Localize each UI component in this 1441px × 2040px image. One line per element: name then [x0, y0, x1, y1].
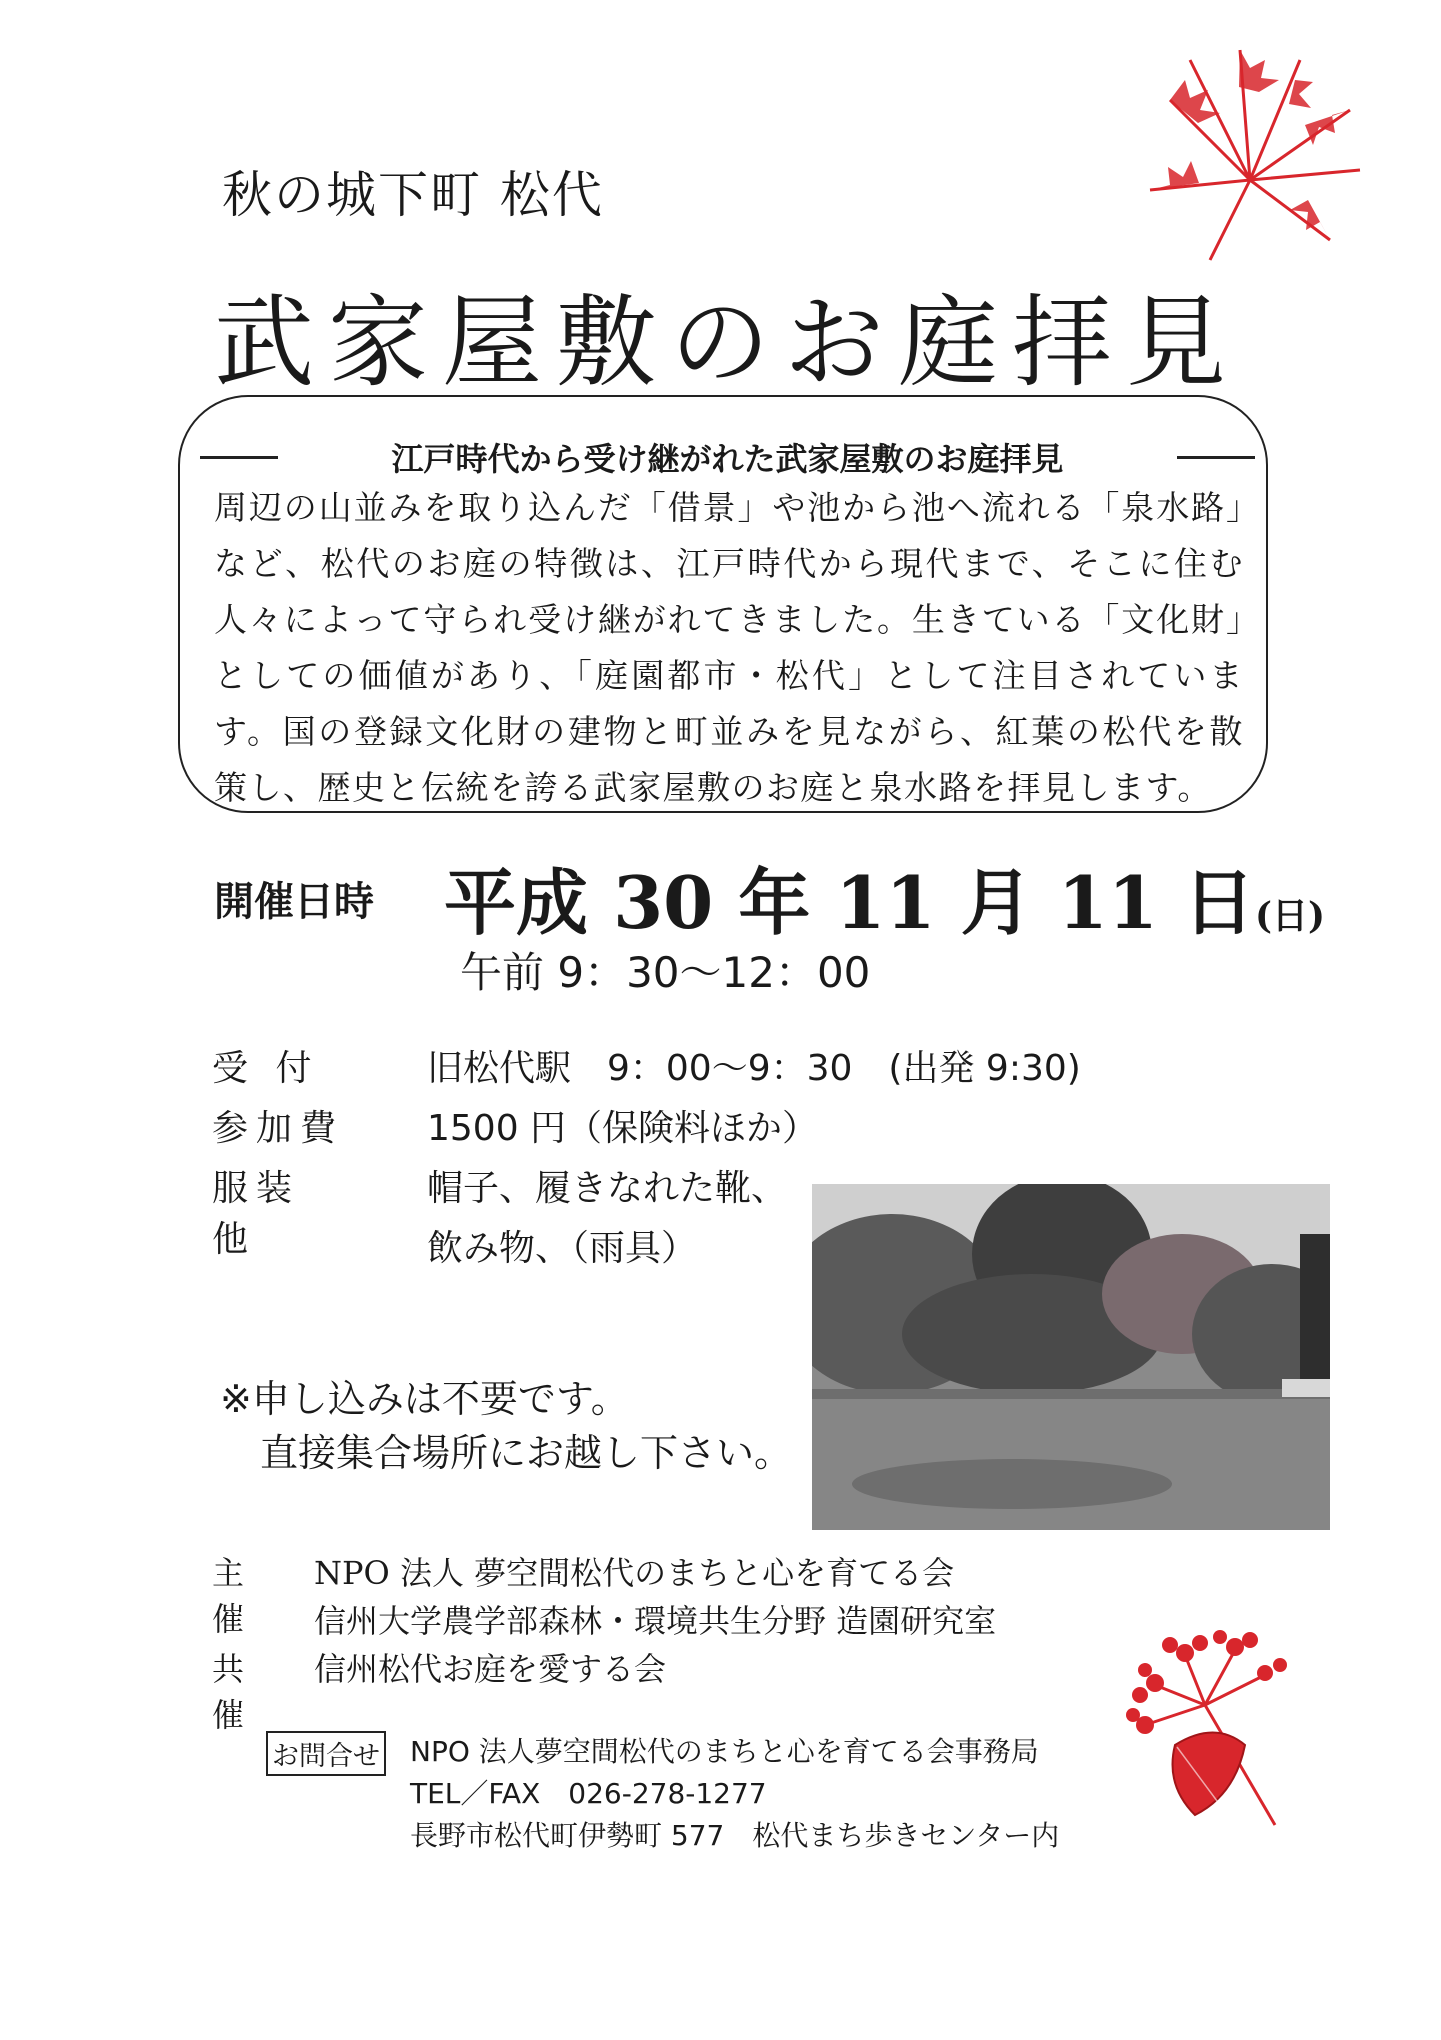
- attire-label: 服装 他: [212, 1168, 301, 1260]
- co-organizer-value: 信州松代お庭を愛する会: [314, 1650, 667, 1688]
- intro-heading: [200, 437, 1255, 477]
- maple-leaves-illustration: [1130, 40, 1380, 270]
- contact-address: 長野市松代町伊勢町 577 松代まち歩きセンター内: [410, 1819, 1060, 1852]
- reception-value: 旧松代駅 9：00〜9：30 (出発 9:30): [427, 1048, 1081, 1089]
- note-line-2: 直接集合場所にお越し下さい。: [260, 1431, 793, 1475]
- organizer-label: 主催: [212, 1554, 245, 1638]
- reception-label: 受 付: [212, 1048, 320, 1089]
- organizer-value: NPO 法人 夢空間松代のまちと心を育てる会: [314, 1554, 955, 1592]
- date-label: 開催日時: [214, 879, 374, 925]
- registration-note: [220, 1372, 792, 1480]
- event-time: 午前 9：30〜12：00: [460, 948, 871, 997]
- page-title: 武家屋敷のお庭拝見: [214, 284, 1240, 401]
- attire-value-2: 飲み物、（雨具）: [427, 1228, 698, 1269]
- fee-label: 参加費: [212, 1108, 345, 1149]
- event-date-text: 平成 30 年 11 月 11 日: [444, 860, 1255, 945]
- berry-branch-illustration: [1125, 1625, 1325, 1835]
- event-weekday: (日): [1255, 895, 1326, 937]
- organizer-value-2: 信州大学農学部森林・環境共生分野 造園研究室: [314, 1602, 997, 1640]
- contact-org: NPO 法人夢空間松代のまちと心を育てる会事務局: [410, 1735, 1039, 1768]
- intro-body: 周辺の山並みを取り込んだ「借景」や池から池へ流れる「泉水路」など、松代のお庭の特徴は、江戸時代から現代まで、そこに住む人々によって守られ受け継がれてきました。生きている「文化財」としての価値があり、「庭園都市・松代」として注目されています。国の登録文化財の建物と町並みを見ながら、紅葉の松代を散策し、歴史と伝統を誇る武家屋敷のお庭と泉水路を拝見します。: [214, 488, 1244, 807]
- event-date: [444, 845, 1325, 949]
- garden-photo: [812, 1184, 1330, 1530]
- subtitle: 秋の城下町 松代: [222, 166, 604, 224]
- attire-value: 帽子、履きなれた靴、: [427, 1168, 788, 1209]
- intro-heading-text: 江戸時代から受け継がれた武家屋敷のお庭拝見: [391, 440, 1064, 478]
- heading-rule-right: [1177, 456, 1255, 459]
- contact-label: お問合せ: [266, 1731, 386, 1776]
- fee-value: 1500 円（保険料ほか）: [427, 1108, 819, 1149]
- heading-rule-left: [200, 456, 278, 459]
- note-line-1: ※申し込みは不要です。: [220, 1377, 629, 1421]
- co-organizer-label: 共催: [212, 1650, 245, 1734]
- contact-tel: TEL／FAX 026-278-1277: [410, 1777, 767, 1810]
